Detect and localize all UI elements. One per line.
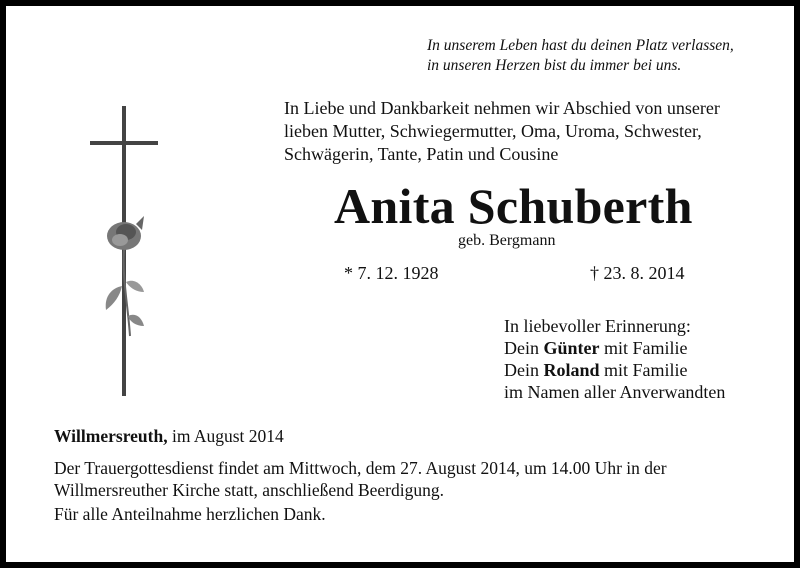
thanks-text: Für alle Anteilnahme herzlichen Dank. bbox=[54, 504, 326, 524]
mourner-name: Roland bbox=[543, 360, 600, 380]
mourner-name: Günter bbox=[543, 338, 600, 358]
mourner-suffix: mit Familie bbox=[599, 338, 688, 358]
motto-line-1: In unserem Leben hast du deinen Platz verlassen, bbox=[427, 37, 734, 54]
death-date: † 23. 8. 2014 bbox=[590, 263, 685, 283]
intro-text bbox=[284, 97, 720, 166]
intro-line-3: Schwägerin, Tante, Patin und Cousine bbox=[284, 144, 559, 164]
birth-name: geb. Bergmann bbox=[458, 232, 556, 249]
service-line-2: Willmersreuther Kirche statt, anschließend Beerdigung. bbox=[54, 480, 444, 500]
deceased-name: Anita Schuberth bbox=[334, 178, 693, 234]
place-name: Willmersreuth, bbox=[54, 426, 168, 446]
intro-line-2: lieben Mutter, Schwiegermutter, Oma, Uroma, Schwester, bbox=[284, 121, 702, 141]
mourner-prefix: Dein bbox=[504, 338, 544, 358]
mourners-heading: In liebevoller Erinnerung: bbox=[504, 316, 691, 336]
service-info bbox=[54, 457, 667, 501]
mourners-block bbox=[504, 315, 725, 403]
intro-line-1: In Liebe und Dankbarkeit nehmen wir Abschied von unserer bbox=[284, 98, 720, 118]
motto-line-2: in unseren Herzen bist du immer bei uns. bbox=[427, 57, 682, 74]
mourners-closing: im Namen aller Anverwandten bbox=[504, 382, 726, 402]
date-text: im August 2014 bbox=[167, 426, 284, 446]
service-line-1: Der Trauergottesdienst findet am Mittwoch, dem 27. August 2014, um 14.00 Uhr in der bbox=[54, 458, 667, 478]
mourner-row bbox=[504, 359, 725, 381]
mourner-row bbox=[504, 337, 725, 359]
mourner-prefix: Dein bbox=[504, 360, 544, 380]
mourner-suffix: mit Familie bbox=[599, 360, 688, 380]
motto bbox=[427, 36, 734, 76]
birth-date: * 7. 12. 1928 bbox=[344, 263, 439, 283]
cross-with-rose-icon bbox=[84, 106, 164, 396]
place-date bbox=[54, 426, 284, 447]
obituary-card bbox=[6, 6, 794, 562]
